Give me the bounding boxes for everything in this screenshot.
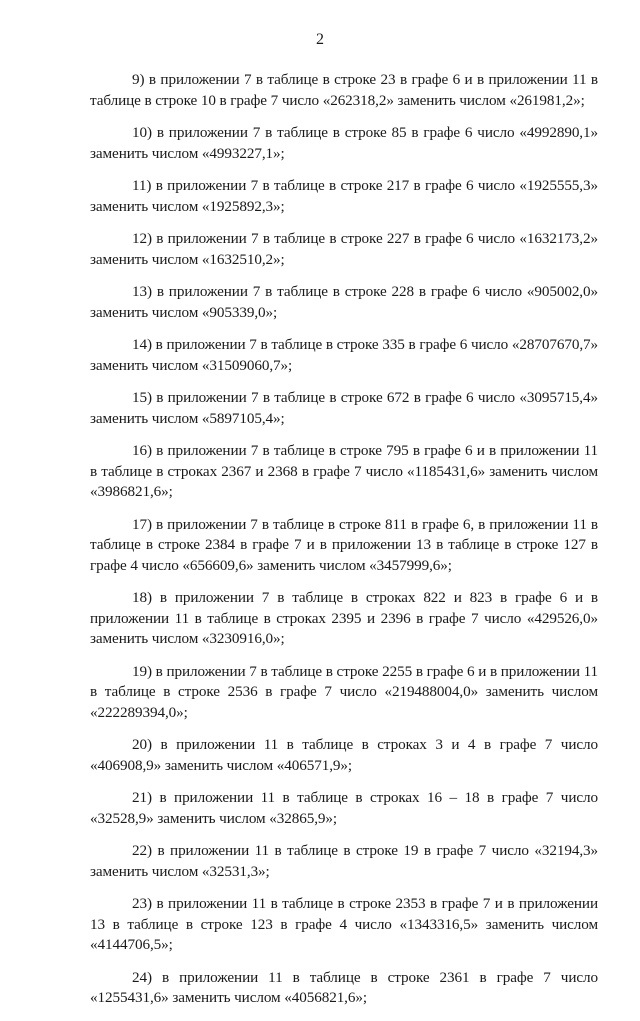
amendment-item-13: 13) в приложении 7 в таблице в строке 228 в графе 6 число «905002,0» заменить числом «905339,0»; (90, 283, 598, 321)
amendment-item-14: 14) в приложении 7 в таблице в строке 335 в графе 6 число «28707670,7» заменить числом «31509060,7»; (90, 336, 598, 374)
amendment-item-20: 20) в приложении 11 в таблице в строках 3 и 4 в графе 7 число «406908,9» заменить числом «406571,9»; (90, 736, 598, 774)
amendment-item-9: 9) в приложении 7 в таблице в строке 23 в графе 6 и в приложении 11 в таблице в строке 10 в графе 7 число «262318,2» заменить числом «261981,2»; (90, 71, 598, 109)
amendment-item-23: 23) в приложении 11 в таблице в строке 2353 в графе 7 и в приложении 13 в таблице в строке 123 в графе 4 число «1343316,5» заменить числом «4144706,5»; (90, 895, 598, 953)
amendment-item-15: 15) в приложении 7 в таблице в строке 672 в графе 6 число «3095715,4» заменить числом «5897105,4»; (90, 389, 598, 427)
amendment-item-19: 19) в приложении 7 в таблице в строке 2255 в графе 6 и в приложении 11 в таблице в строке 2536 в графе 7 число «219488004,0» заменить числом «222289394,0»; (90, 662, 598, 721)
document-body (90, 70, 598, 1021)
amendment-item-18: 18) в приложении 7 в таблице в строках 822 и 823 в графе 6 и в приложении 11 в таблице в строках 2395 и 2396 в графе 7 число «429526,0» заменить числом «3230916,0»; (90, 589, 598, 647)
amendment-item-24: 24) в приложении 11 в таблице в строке 2361 в графе 7 число «1255431,6» заменить числом «4056821,6»; (90, 968, 598, 1006)
amendment-item-11: 11) в приложении 7 в таблице в строке 217 в графе 6 число «1925555,3» заменить числом «1925892,3»; (90, 177, 598, 215)
amendment-item-10: 10) в приложении 7 в таблице в строке 85 в графе 6 число «4992890,1» заменить числом «4993227,1»; (90, 124, 598, 162)
page-number: 2 (316, 31, 324, 48)
amendment-item-12: 12) в приложении 7 в таблице в строке 227 в графе 6 число «1632173,2» заменить числом «1632510,2»; (90, 230, 598, 268)
amendment-item-16: 16) в приложении 7 в таблице в строке 795 в графе 6 и в приложении 11 в таблице в строках 2367 и 2368 в графе 7 число «1185431,6» заменить числом «3986821,6»; (90, 442, 598, 500)
amendment-item-22: 22) в приложении 11 в таблице в строке 19 в графе 7 число «32194,3» заменить числом «32531,3»; (90, 842, 598, 880)
amendment-item-17: 17) в приложении 7 в таблице в строке 811 в графе 6, в приложении 11 в таблице в строке 2384 в графе 7 и в приложении 13 в таблице в строке 127 в графе 4 число «656609,6» заменить числом «3457999,6»; (90, 515, 598, 574)
amendment-item-21: 21) в приложении 11 в таблице в строках 16 – 18 в графе 7 число «32528,9» заменить числом «32865,9»; (90, 789, 598, 827)
